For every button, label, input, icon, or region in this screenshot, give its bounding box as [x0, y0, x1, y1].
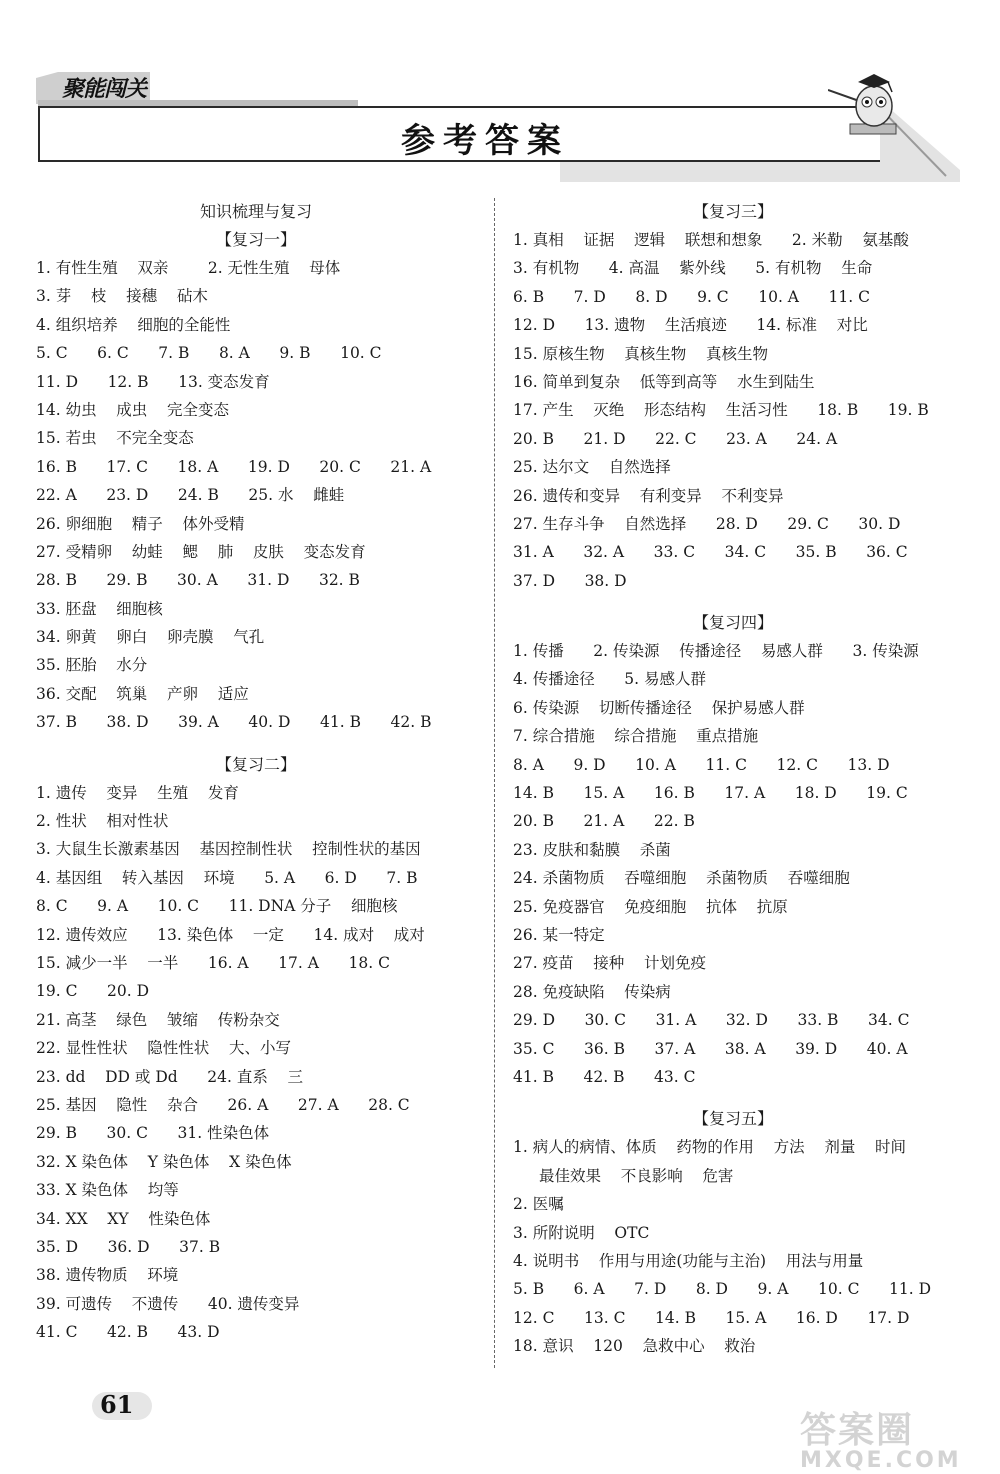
answer-line: 36. 交配 筑巢 产卵 适应: [36, 684, 249, 703]
answer-line: 2. 医嘱: [513, 1195, 564, 1214]
answer-line: 3. 芽 枝 接穗 砧木: [36, 287, 208, 306]
answer-line: 15. 减少一半 一半 16. A 17. A 18. C: [36, 953, 390, 972]
page-number: 61: [100, 1390, 134, 1419]
section-heading: 【复习四】: [692, 613, 773, 633]
answer-line: 4. 基因组 转入基因 环境 5. A 6. D 7. B: [36, 868, 418, 887]
answer-section-review-2: [36, 751, 476, 1347]
answer-line: 2. 性状 相对性状: [36, 812, 169, 831]
answer-line: 3. 有机物 4. 高温 紫外线 5. 有机物 生命: [513, 259, 873, 278]
watermark-logo: 答案圈: [800, 1410, 915, 1451]
answer-line: 1. 真相 证据 逻辑 联想和想象 2. 米勒 氨基酸: [513, 231, 909, 249]
answer-section-review-4: [513, 609, 953, 1091]
answer-line: 6. B 7. D 8. D 9. C 10. A 11. C: [513, 287, 870, 306]
answer-line: 35. D 36. D 37. B: [36, 1237, 221, 1256]
answer-line: 22. A 23. D 24. B 25. 水 雌蛙: [36, 486, 345, 505]
answer-line: 33. 胚盘 细胞核: [36, 599, 163, 618]
answer-line: 8. C 9. A 10. C 11. DNA 分子 细胞核: [36, 897, 398, 916]
answer-line: 26. 遗传和变异 有利变异 不利变异: [513, 486, 784, 505]
answer-line: 28. 免疫缺陷 传染病: [513, 982, 671, 1001]
left-column: [36, 198, 476, 1360]
answer-line: 27. 受精卵 幼蛙 鳃 肺 皮肤 变态发育: [36, 542, 366, 561]
answer-line: 1. 遗传 变异 生殖 发育: [36, 783, 239, 802]
answer-line: 41. B 42. B 43. C: [513, 1067, 696, 1086]
answer-line: 23. 皮肤和黏膜 杀菌: [513, 840, 671, 859]
answer-line: 29. B 30. C 31. 性染色体: [36, 1124, 270, 1143]
answer-line: 22. 显性性状 隐性性状 大、小写: [36, 1039, 291, 1058]
answer-line: 21. 高茎 绿色 皱缩 传粉杂交: [36, 1010, 280, 1029]
answer-line: 1. 传播 2. 传染源 传播途径 易感人群 3. 传染源: [513, 642, 919, 661]
answer-line: 3. 所附说明 OTC: [513, 1223, 650, 1242]
answer-line: 14. 幼虫 成虫 完全变态: [36, 400, 229, 419]
brand-logo: 聚能闯关: [62, 77, 147, 102]
answer-line: 5. B 6. A 7. D 8. D 9. A 10. C 11. D: [513, 1280, 932, 1299]
answer-line: 15. 若虫 不完全变态: [36, 429, 194, 448]
answer-line: 20. B 21. A 22. B: [513, 812, 695, 831]
watermark-url: MXQE.COM: [800, 1448, 962, 1473]
answer-line: 37. D 38. D: [513, 571, 627, 590]
answer-line: 16. B 17. C 18. A 19. D 20. C 21. A: [36, 457, 432, 476]
answer-line: 34. 卵黄 卵白 卵壳膜 气孔: [36, 628, 265, 647]
answer-line: 38. 遗传物质 环境: [36, 1266, 179, 1285]
answer-line: 12. 遗传效应 13. 染色体 一定 14. 成对 成对: [36, 925, 425, 944]
answer-line: 18. 意识 120 急救中心 救治: [513, 1337, 756, 1356]
answer-line: 25. 免疫器官 免疫细胞 抗体 抗原: [513, 897, 788, 916]
watermark: [800, 1410, 980, 1473]
answer-line: 34. XX XY 性染色体: [36, 1209, 211, 1228]
answer-line: 8. A 9. D 10. A 11. C 12. C 13. D: [513, 755, 890, 774]
answer-line: 20. B 21. D 22. C 23. A 24. A: [513, 429, 838, 448]
page-header: [0, 0, 1000, 190]
answer-section-review-5: [513, 1105, 953, 1360]
answer-line: 5. C 6. C 7. B 8. A 9. B 10. C: [36, 344, 382, 363]
answer-line: 1. 病人的病情、体质 药物的作用 方法 剂量 时间: [513, 1138, 907, 1157]
section-heading: 【复习二】: [215, 754, 296, 774]
answer-line: 37. B 38. D 39. A 40. D 41. B 42. B: [36, 713, 432, 732]
answer-line: 12. C 13. C 14. B 15. A 16. D 17. D: [513, 1308, 910, 1327]
answer-line: 12. D 13. 遗物 生活痕迹 14. 标准 对比: [513, 316, 868, 335]
column-divider: [494, 198, 495, 1368]
answer-section-review-1: [36, 226, 476, 737]
answer-line: 35. 胚胎 水分: [36, 656, 148, 675]
answer-line: 16. 简单到复杂 低等到高等 水生到陆生: [513, 372, 815, 391]
answer-line: 23. dd DD 或 Dd 24. 直系 三: [36, 1067, 304, 1086]
page-title: 参考答案: [401, 121, 569, 161]
answer-section-review-3: [513, 198, 953, 595]
answer-line: 33. X 染色体 均等: [36, 1181, 179, 1200]
answer-line: 24. 杀菌物质 吞噬细胞 杀菌物质 吞噬细胞: [513, 869, 850, 888]
answer-line: 32. X 染色体 Y 染色体 X 染色体: [36, 1152, 292, 1171]
answer-line: 1. 有性生殖 双亲 2. 无性生殖 母体: [36, 259, 341, 277]
answer-line: 27. 生存斗争 自然选择 28. D 29. C 30. D: [513, 514, 901, 533]
answer-line: 26. 卵细胞 精子 体外受精: [36, 514, 245, 533]
answer-line: 6. 传染源 切断传播途径 保护易感人群: [513, 698, 805, 717]
answer-line: 25. 达尔文 自然选择: [513, 458, 671, 477]
answer-line: 11. D 12. B 13. 变态发育: [36, 372, 270, 391]
answer-line: 3. 大鼠生长激素基因 基因控制性状 控制性状的基因: [36, 840, 421, 859]
section-heading: 【复习一】: [215, 230, 296, 249]
answer-line: 41. C 42. B 43. D: [36, 1323, 220, 1342]
answer-line: 19. C 20. D: [36, 982, 150, 1001]
answer-line: 26. 某一特定: [513, 925, 605, 944]
answer-line: 最佳效果 不良影响 危害: [539, 1166, 734, 1185]
answer-line: 15. 原核生物 真核生物 真核生物: [513, 344, 768, 363]
right-column: [513, 198, 953, 1374]
answer-line: 25. 基因 隐性 杂合 26. A 27. A 28. C: [36, 1095, 410, 1114]
owl-mascot-icon: [828, 66, 908, 138]
answer-line: 7. 综合措施 综合措施 重点措施: [513, 727, 759, 746]
answer-line: 29. D 30. C 31. A 32. D 33. B 34. C: [513, 1011, 910, 1030]
answer-line: 35. C 36. B 37. A 38. A 39. D 40. A: [513, 1039, 908, 1058]
answer-line: 28. B 29. B 30. A 31. D 32. B: [36, 571, 360, 590]
answer-line: 4. 传播途径 5. 易感人群: [513, 670, 706, 689]
answer-line: 27. 疫苗 接种 计划免疫: [513, 954, 706, 973]
answer-line: 39. 可遗传 不遗传 40. 遗传变异: [36, 1294, 300, 1313]
answer-line: 4. 组织培养 细胞的全能性: [36, 315, 231, 334]
section-group-title: 知识梳理与复习: [199, 202, 312, 221]
section-heading: 【复习三】: [692, 202, 773, 221]
section-heading: 【复习五】: [692, 1109, 773, 1129]
answer-line: 17. 产生 灭绝 形态结构 生活习性 18. B 19. B: [513, 401, 929, 420]
answer-line: 14. B 15. A 16. B 17. A 18. D 19. C: [513, 784, 908, 803]
answer-line: 31. A 32. A 33. C 34. C 35. B 36. C: [513, 543, 908, 562]
answer-line: 4. 说明书 作用与用途(功能与主治) 用法与用量: [513, 1251, 864, 1270]
